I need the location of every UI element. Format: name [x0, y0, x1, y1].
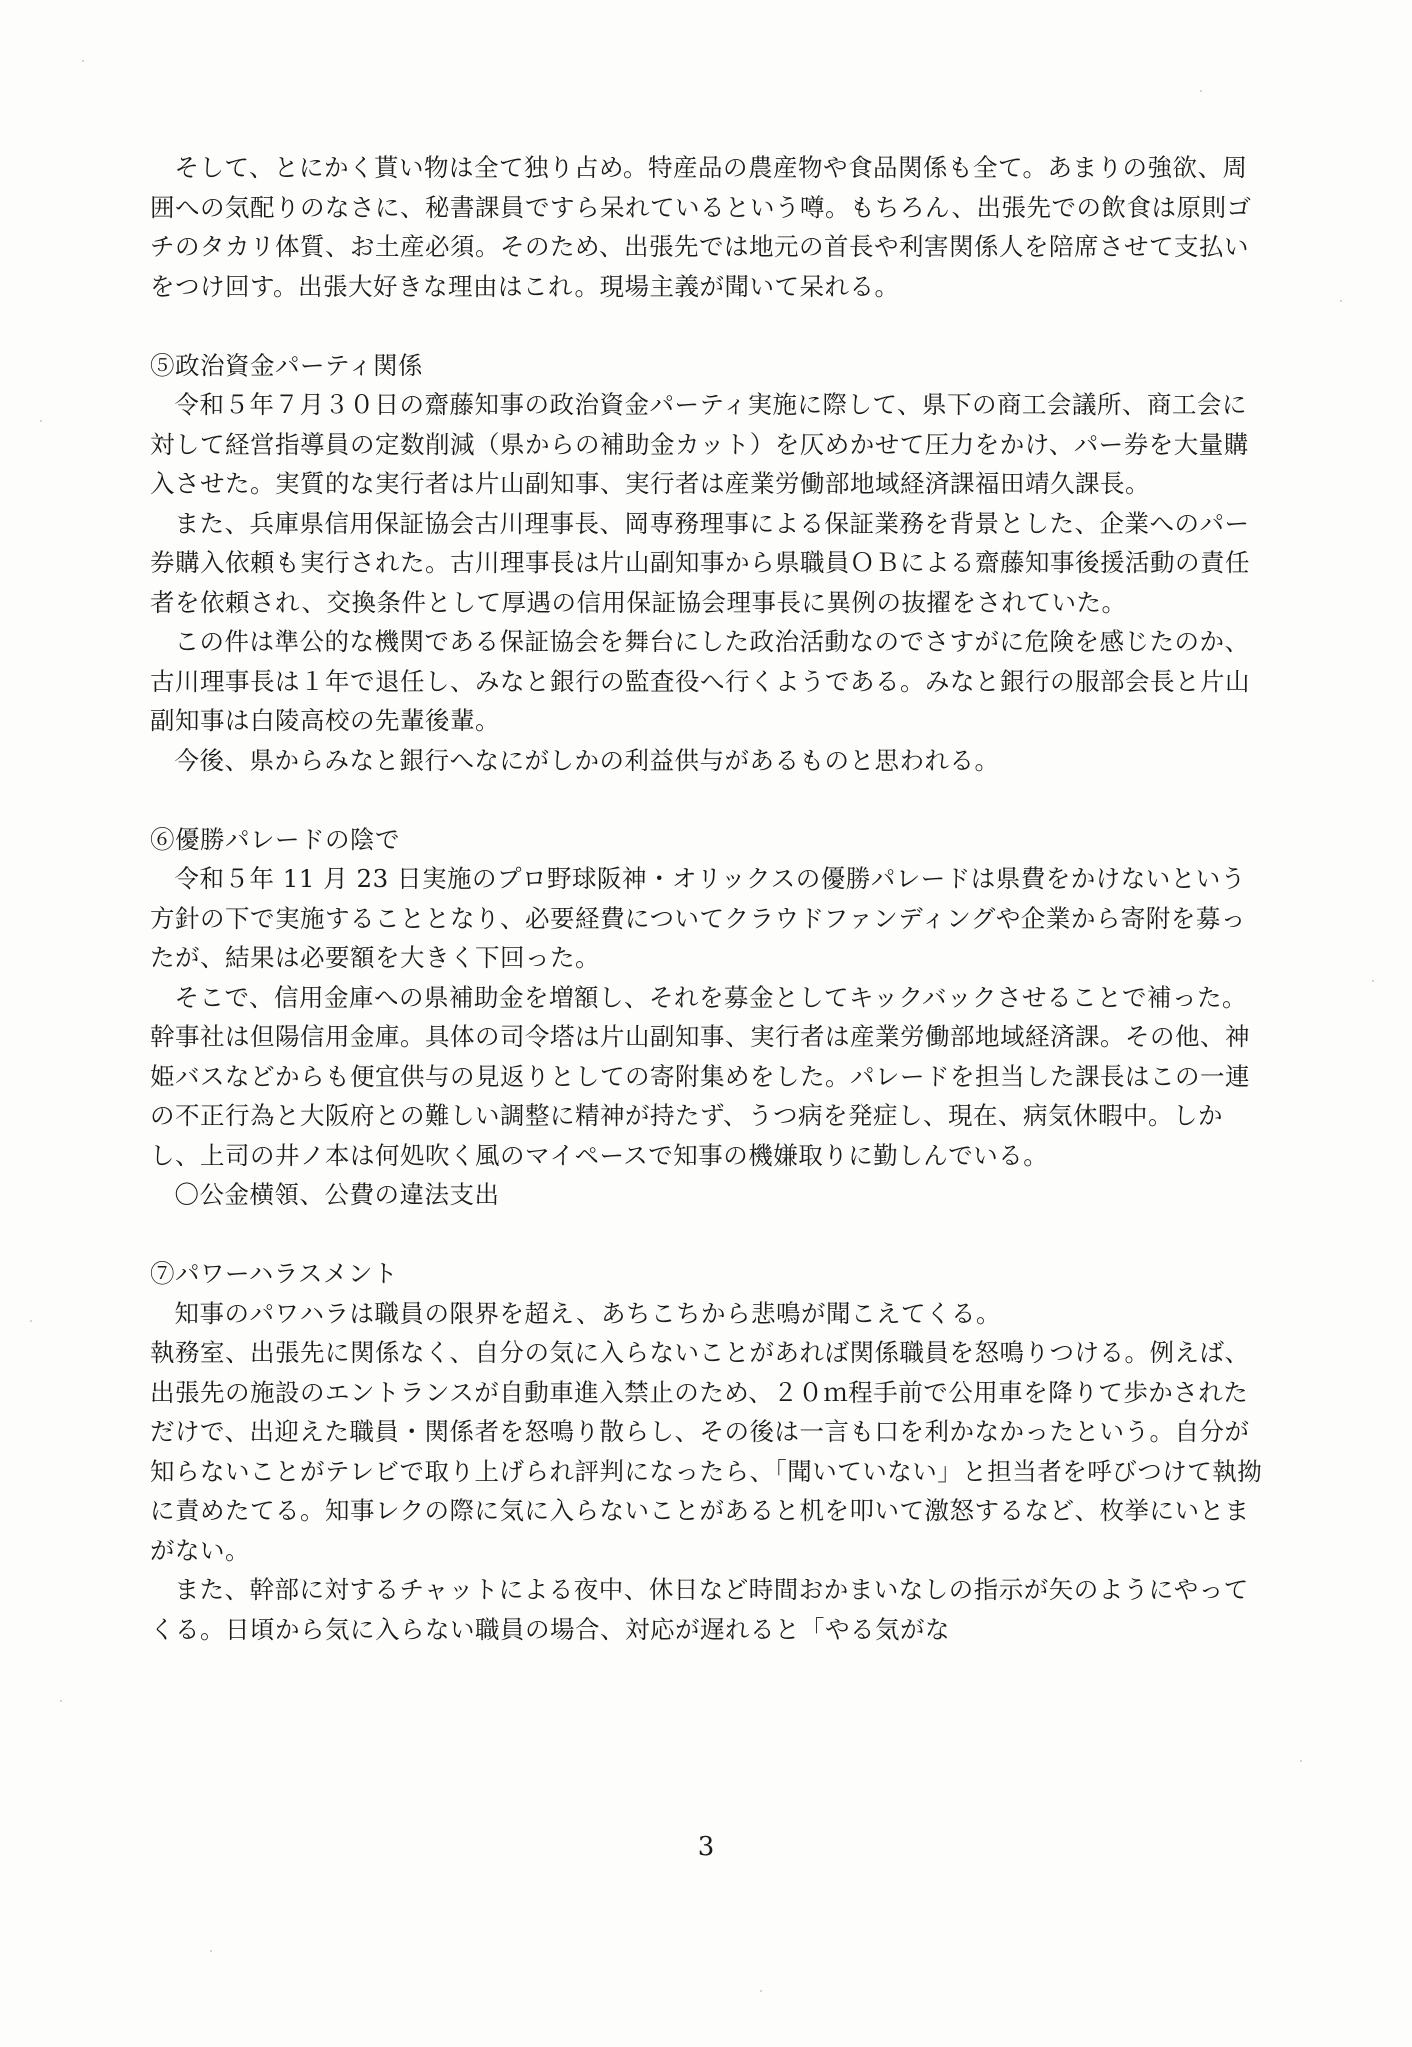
paragraph-party-pressure: 令和５年７月３０日の齋藤知事の政治資金パーティ実施に際して、県下の商工会議所、商工会に対して経営指導員の定数削減（県からの補助金カット）を仄めかせて圧力をかけ、パー券を大量購入させた。実質的な実行者は片山副知事、実行者は産業労働部地域経済課福田靖久課長。 — [150, 390, 1249, 498]
heading-power-harassment: ⑦パワーハラスメント — [150, 1259, 399, 1288]
paragraph-future-benefit: 今後、県からみなと銀行へなにがしかの利益供与があるものと思われる。 — [174, 745, 1000, 775]
scan-speckle — [760, 1990, 762, 1992]
scan-speckle — [1200, 90, 1202, 92]
page-number: 3 — [697, 1832, 715, 1862]
scan-speckle — [1340, 300, 1342, 302]
document-body — [150, 148, 1270, 1649]
scan-speckle — [40, 420, 42, 422]
scan-speckle — [30, 1320, 32, 1322]
paragraph-resignation: この件は準公的な機関である保証協会を舞台にした政治活動なのでさすがに危険を感じたのか、古川理事長は１年で退任し、みなと銀行の監査役へ行くようである。みなと銀行の服部会長と片山副知事は白陵高校の先輩後輩。 — [150, 627, 1250, 735]
section-gap — [150, 780, 1270, 820]
paragraph-kickback: そこで、信用金庫への県補助金を増額し、それを募金としてキックバックさせることで補った。幹事社は但陽信用金庫。具体の司令塔は片山副知事、実行者は産業労働部地域経済課。その他、神姫バスなどからも便宜供与の見返りとしての寄附集めをした。パレードを担当した課長はこの一連の不正行為と大阪府との難しい調整に精神が持たず、うつ病を発症し、現在、病気休暇中。しかし、上司の井ノ本は何処吹く風のマイペースで知事の機嫌取りに勤しんでいる。 — [150, 982, 1250, 1170]
heading-political-fund-party: ⑤政治資金パーティ関係 — [150, 350, 424, 380]
bullet-embezzlement: 〇公金横領、公費の違法支出 — [174, 1180, 500, 1209]
section-gap — [150, 306, 1270, 346]
heading-victory-parade: ⑥優勝パレードの陰で — [150, 824, 400, 854]
paragraph-credit-guarantee: また、兵庫県信用保証協会古川理事長、岡専務理事による保証業務を背景とした、企業へのパー券購入依頼も実行された。古川理事長は片山副知事から県職員ＯＢによる齋藤知事後援活動の責任者を依頼され、交換条件として厚遇の信用保証協会理事長に異例の抜擢をされていた。 — [150, 508, 1250, 617]
paragraph-harassment-intro: 知事のパワハラは職員の限界を超え、あちこちから悲鳴が聞こえてくる。 — [174, 1298, 1001, 1328]
paragraph-harassment-examples: 執務室、出張先に関係なく、自分の気に入らないことがあれば関係職員を怒鳴りつける。例えば、出張先の施設のエントランスが自動車進入禁止のため、２０ｍ程手前で公用車を降りて歩かされただけで、出迎えた職員・関係者を怒鳴り散らし、その後は一言も口を利かなかったという。自分が知らないことがテレビで取り上げられ評判になったら、「聞いていない」と担当者を呼びつけて執拗に責めたてる。知事レクの際に気に入らないことがあると机を叩いて激怒するなど、枚挙にいとまがない。 — [150, 1338, 1263, 1565]
scan-speckle — [1300, 1760, 1302, 1762]
paragraph-chat-instructions: また、幹部に対するチャットによる夜中、休日など時間おかまいなしの指示が矢のようにやってくる。日頃から気に入らない職員の場合、対応が遅れると「やる気がな — [150, 1575, 1249, 1644]
scan-speckle — [210, 1950, 212, 1952]
scan-speckle — [1372, 980, 1374, 982]
section-gap — [150, 1215, 1270, 1255]
paragraph-gifts: そして、とにかく貰い物は全て独り占め。特産品の農産物や食品関係も全て。あまりの強欲、周囲への気配りのなさに、秘書課員ですら呆れているという噂。もちろん、出張先での飲食は原則ゴチのタカリ体質、お土産必須。そのため、出張先では地元の首長や利害関係人を陪席させて支払いをつけ回す。出張大好きな理由はこれ。現場主義が聞いて呆れる。 — [150, 153, 1252, 301]
scan-speckle — [82, 60, 84, 62]
scan-speckle — [60, 1700, 62, 1702]
paragraph-parade-funding: 令和５年 11 月 23 日実施のプロ野球阪神・オリックスの優勝パレードは県費をかけないという方針の下で実施することとなり、必要経費についてクラウドファンディングや企業から寄附を募ったが、結果は必要額を大きく下回った。 — [150, 864, 1246, 972]
